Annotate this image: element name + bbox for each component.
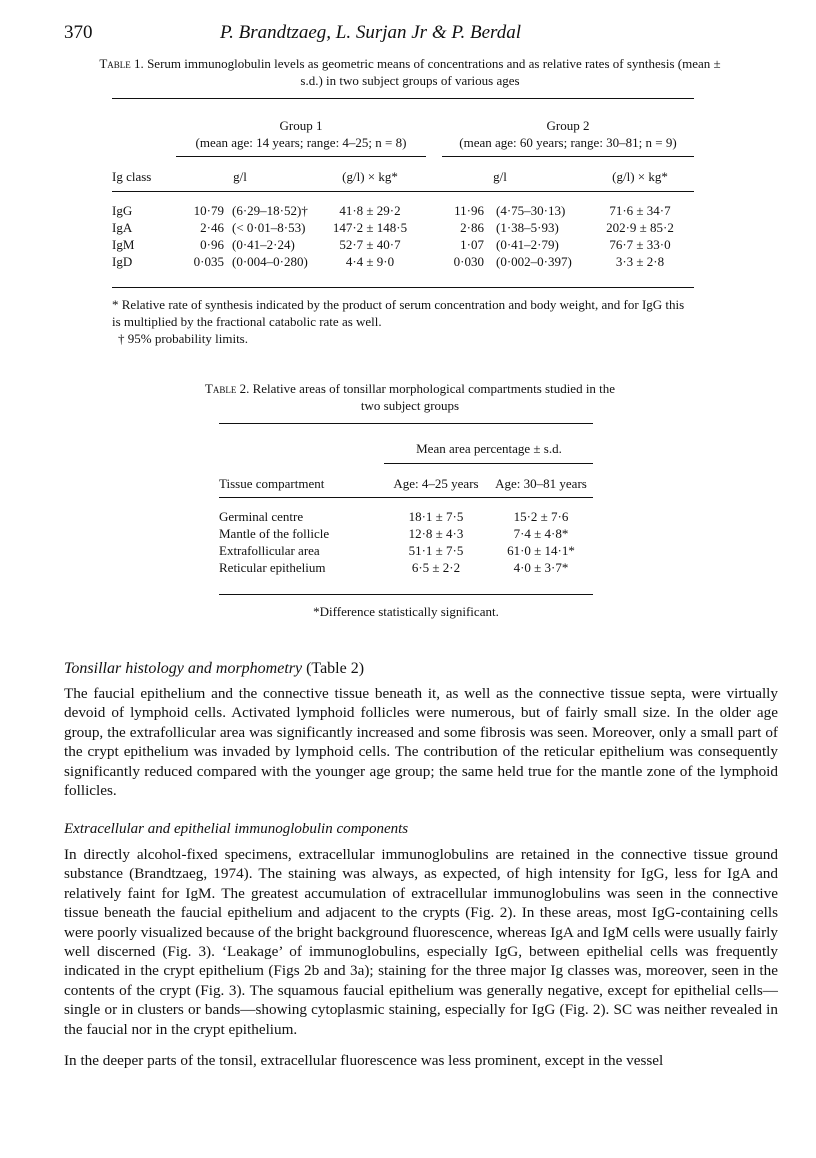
- table2-col-age2: Age: 30–81 years: [495, 476, 587, 491]
- table2-col-compartment: Tissue compartment: [219, 476, 325, 491]
- table1-footnote-rate: * Relative rate of synthesis indicated by the product of serum concentration and body weight, and for IgG this is multiplied by the fractional catabolic rate as well.: [112, 297, 685, 329]
- table2-row-extrafollicular-name: Extrafollicular area: [219, 543, 320, 558]
- table2-footnote: *Difference statistically significant.: [313, 604, 499, 619]
- table1-row-igd-g1-rate: 4·4 ± 9·0: [345, 254, 395, 269]
- table1-footnote-probability: † 95% probability limits.: [118, 331, 248, 346]
- section1-heading-text: Tonsillar histology and morphometry: [64, 660, 303, 677]
- table1-row-igd-class: IgD: [112, 254, 133, 269]
- table2-top-rule: [219, 423, 593, 424]
- table1-row-igg-class: IgG: [112, 203, 133, 218]
- table1-row-igd-g2-range: (0·002–0·397): [496, 254, 572, 269]
- table1-row-igd-g1-mean: 0·035: [193, 254, 224, 269]
- table1-col-gl-2: g/l: [493, 169, 507, 184]
- table2-row-mantle-name: Mantle of the follicle: [219, 526, 330, 541]
- table1-group1-subtitle: (mean age: 14 years; range: 4–25; n = 8): [195, 135, 407, 150]
- table1-row-igm-g2-range: (0·41–2·79): [496, 237, 559, 252]
- table1-header-rule: [112, 191, 694, 192]
- section1-paragraph: The faucial epithelium and the connective tissue beneath it, as well as the connective tissue septa, were virtually devoid of lymphoid cells. Activated lymphoid follicles were numerous, but of fairly small size. In the older age group, the extrafollicular area was significantly increased and some fibrosis was seen. Moreover, only a small part of the crypt epithelium was invaded by lymphoid cells. The contribution of the reticular epithelium was consequently significantly reduced compared with the younger age group; the same held true for the mantle zone of the lymphoid follicles.: [64, 685, 778, 800]
- table1-row-igd-g1-range: (0·004–0·280): [232, 254, 308, 269]
- section2-paragraph2: In the deeper parts of the tonsil, extracellular fluorescence was less prominent, except in the vessel: [64, 1052, 664, 1069]
- table2-row-reticular-name: Reticular epithelium: [219, 560, 326, 575]
- table1-row-igd-g2-mean: 0·030: [453, 254, 484, 269]
- table1-bottom-rule: [112, 287, 694, 288]
- table1-row-iga-g1-rate: 147·2 ± 148·5: [332, 220, 408, 235]
- section1-heading-suffix: (Table 2): [302, 660, 365, 677]
- table1-top-rule: [112, 98, 694, 99]
- table1-row-iga-class: IgA: [112, 220, 133, 235]
- table2-caption: [200, 380, 620, 414]
- table1-row-igm-class: IgM: [112, 237, 135, 252]
- page-number: 370: [64, 22, 93, 43]
- table1-row-iga-g2-range: (1·38–5·93): [496, 220, 559, 235]
- table2-label: Table 2.: [204, 381, 250, 396]
- table1-row-igm-g1-range: (0·41–2·24): [232, 237, 295, 252]
- table1-row-igg-g1-mean: 10·79: [193, 203, 224, 218]
- table1-caption: [90, 55, 730, 89]
- table1-group2-rule: [442, 156, 694, 157]
- table1-row-iga-g1-range: (< 0·01–8·53): [232, 220, 306, 235]
- table1-row-iga-g2-rate: 202·9 ± 85·2: [606, 220, 674, 235]
- table2-row-mantle-v2: 7·4 ± 4·8*: [513, 526, 569, 541]
- table2-row-mantle-v1: 12·8 ± 4·3: [408, 526, 464, 541]
- table2-col-group-header: Mean area percentage ± s.d.: [416, 441, 562, 456]
- table2-col-age1: Age: 4–25 years: [393, 476, 479, 491]
- table1-row-igg-g1-rate: 41·8 ± 29·2: [339, 203, 401, 218]
- table1-group2-subtitle: (mean age: 60 years; range: 30–81; n = 9): [459, 135, 677, 150]
- table1-col-glkg-1: (g/l) × kg*: [342, 169, 398, 184]
- table1-col-glkg-2: (g/l) × kg*: [612, 169, 668, 184]
- table1-row-iga-g2-mean: 2·86: [460, 220, 484, 235]
- table1-row-igd-g2-rate: 3·3 ± 2·8: [615, 254, 665, 269]
- running-head: P. Brandtzaeg, L. Surjan Jr & P. Berdal: [220, 22, 522, 43]
- table1-row-igm-g1-mean: 0·96: [200, 237, 224, 252]
- table2-row-extrafollicular-v1: 51·1 ± 7·5: [408, 543, 464, 558]
- table1-row-igg-g2-mean: 11·96: [454, 203, 484, 218]
- table1-row-igm-g1-rate: 52·7 ± 40·7: [339, 237, 401, 252]
- section1-heading: [64, 660, 364, 678]
- table2-row-germinal-v2: 15·2 ± 7·6: [513, 509, 569, 524]
- table1-col-ig-class: Ig class: [112, 169, 152, 184]
- table1-label: Table 1.: [99, 56, 144, 71]
- table1-row-igm-g2-mean: 1·07: [460, 237, 484, 252]
- table1-group1-title: Group 1: [279, 118, 323, 133]
- section2-paragraph1: In directly alcohol-fixed specimens, extracellular immunoglobulins are retained in the connective tissue ground substance (Brandtzaeg, 1974). The staining was always, as expected, of high intensity for IgG, less for IgA and relatively faint for IgM. The greatest accumulation of extracellular immunoglobulins was seen in the connective tissue beneath the faucial epithelium and adjacent to the crypts (Fig. 2). In these areas, most IgG-containing cells were poorly visualized because of the bright background fluorescence, whereas IgA and IgM cells were usually fairly well discerned (Fig. 3). ‘Leakage’ of immunoglobulins, especially IgG, between epithelial cells was frequently indicated in the crypt epithelium (Figs 2b and 3a); staining for the three major Ig classes was, moreover, seen in the contents of the crypt (Fig. 3). The squamous faucial epithelium was generally negative, except for epithelial cells—single or in clusters or bands—showing cytoplasmic staining, especially for IgG (Fig. 2). SC was neither revealed in the faucial nor in the crypt epithelium.: [64, 846, 778, 1038]
- table1-col-gl-1: g/l: [233, 169, 247, 184]
- table2-group-rule: [384, 463, 593, 464]
- table1-caption-text: Serum immunoglobulin levels as geometric means of concentrations and as relative rates of synthesis (mean ± s.d.) in two subject groups of various ages: [147, 56, 721, 88]
- table1-row-iga-g1-mean: 2·46: [200, 220, 224, 235]
- table1-row-igm-g2-rate: 76·7 ± 33·0: [609, 237, 671, 252]
- section2-heading: Extracellular and epithelial immunoglobulin components: [64, 821, 409, 837]
- table2-header-rule: [219, 497, 593, 498]
- table1-row-igg-g1-range: (6·29–18·52)†: [232, 203, 308, 218]
- table2-row-extrafollicular-v2: 61·0 ± 14·1*: [507, 543, 575, 558]
- table1-row-igg-g2-range: (4·75–30·13): [496, 203, 566, 218]
- table1-group1-rule: [176, 156, 426, 157]
- table2-row-reticular-v1: 6·5 ± 2·2: [411, 560, 461, 575]
- table2-row-germinal-v1: 18·1 ± 7·5: [408, 509, 464, 524]
- table2-row-germinal-name: Germinal centre: [219, 509, 304, 524]
- table2-row-reticular-v2: 4·0 ± 3·7*: [513, 560, 569, 575]
- table1-group2-title: Group 2: [546, 118, 590, 133]
- table1-row-igg-g2-rate: 71·6 ± 34·7: [609, 203, 671, 218]
- table2-bottom-rule: [219, 594, 593, 595]
- table2-caption-text: Relative areas of tonsillar morphological compartments studied in the two subject groups: [252, 381, 616, 413]
